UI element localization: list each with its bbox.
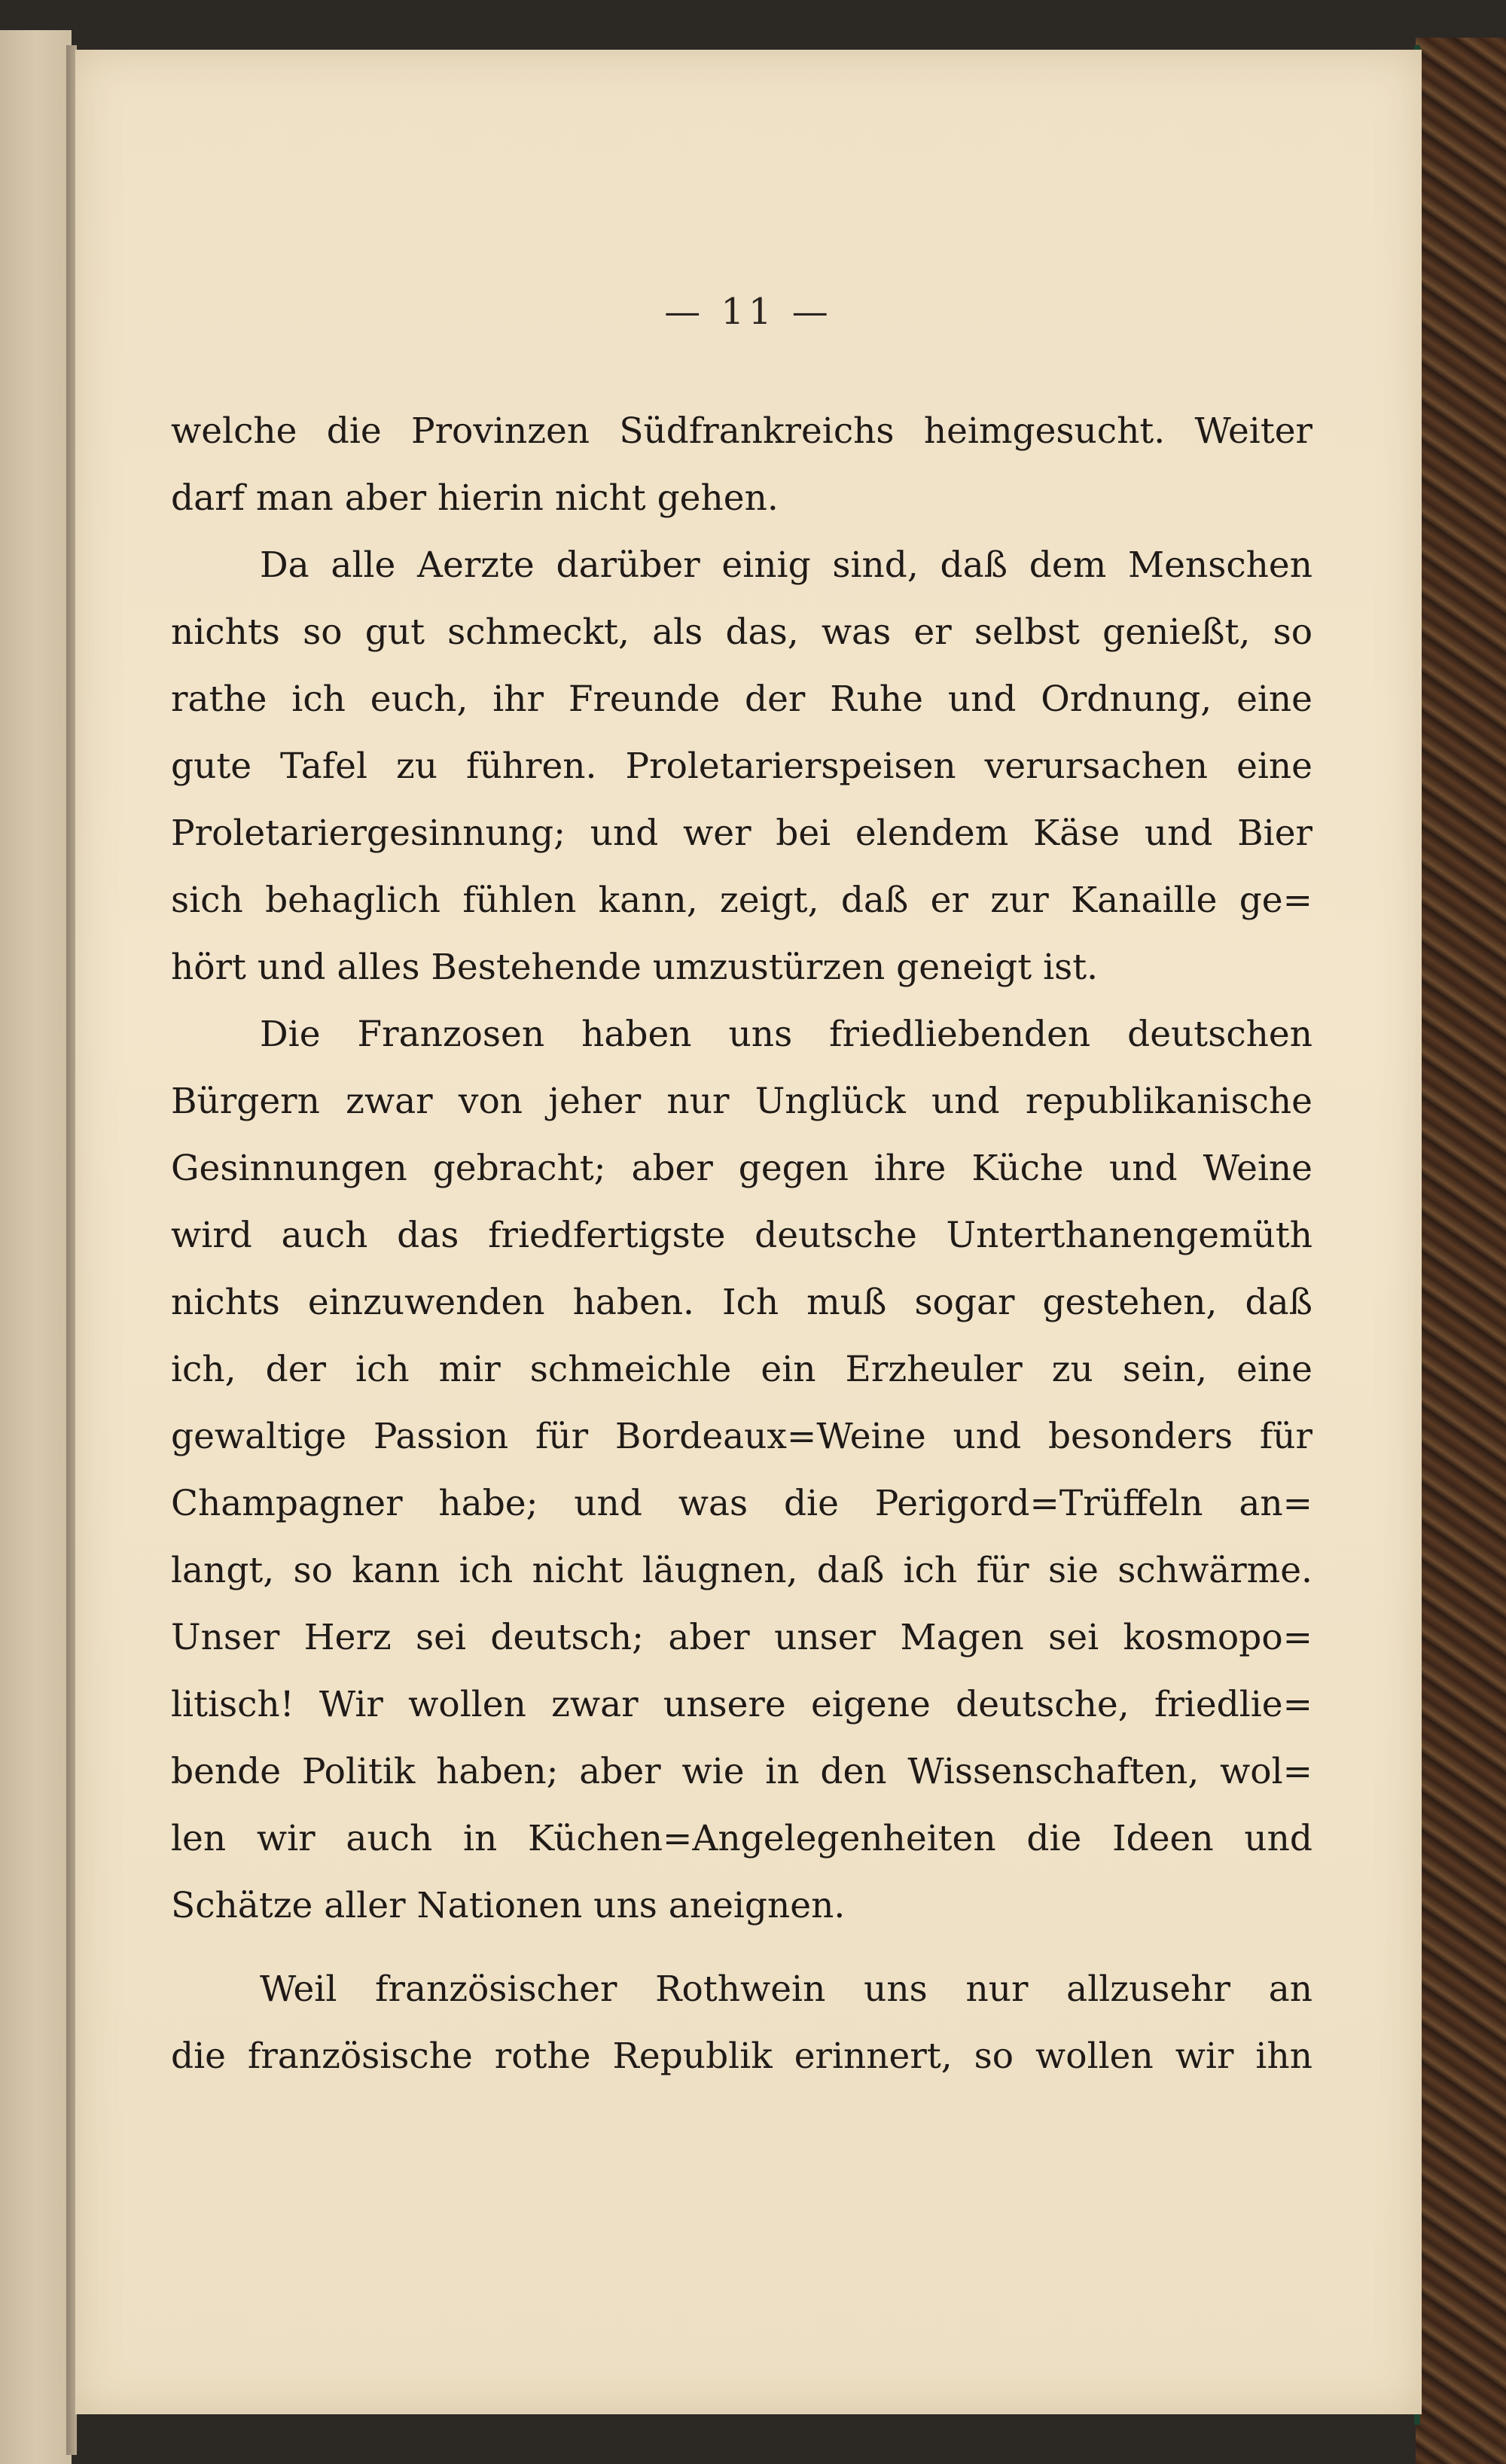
text-line: Bürgern zwar von jeher nur Unglück und republikanische (171, 1081, 1312, 1122)
text-line: gute Tafel zu führen. Proletarierspeisen verursachen eine (171, 746, 1312, 787)
text-line: Proletariergesinnung; und wer bei elendem Käse und Bier (171, 813, 1312, 854)
text-line: rathe ich euch, ihr Freunde der Ruhe und Ordnung, eine (171, 679, 1312, 720)
text-line: Unser Herz sei deutsch; aber unser Magen sei kosmopo= (171, 1617, 1312, 1658)
text-line: Schätze aller Nationen uns aneignen. (171, 1885, 846, 1926)
text-line: len wir auch in Küchen=Angelegenheiten die Ideen und (171, 1818, 1312, 1859)
previous-leaf-edge (0, 30, 72, 2464)
text-line: litisch! Wir wollen zwar unsere eigene deutsche, friedlie= (171, 1684, 1312, 1725)
text-line: nichts einzuwenden haben. Ich muß sogar gestehen, daß (171, 1282, 1312, 1323)
text-line: Champagner habe; und was die Perigord=Trüffeln an= (171, 1483, 1312, 1524)
text-line: gewaltige Passion für Bordeaux=Weine und besonders für (171, 1416, 1312, 1457)
text-line: hört und alles Bestehende umzustürzen geneigt ist. (171, 947, 1099, 988)
text-line: welche die Provinzen Südfrankreichs heimgesucht. Weiter (171, 410, 1312, 452)
text-line: langt, so kann ich nicht läugnen, daß ich für sie schwärme. (171, 1550, 1312, 1591)
text-line: nichts so gut schmeckt, als das, was er selbst genießt, so (171, 611, 1312, 653)
text-line: wird auch das friedfertigste deutsche Unterthanengemüth (171, 1215, 1312, 1256)
text-line: ich, der ich mir schmeichle ein Erzheuler zu sein, eine (171, 1349, 1312, 1390)
body-text (171, 398, 1312, 2090)
text-line: die französische rothe Republik erinnert, so wollen wir ihn (171, 2036, 1312, 2077)
text-line: Die Franzosen haben uns friedliebenden deutschen (260, 1014, 1312, 1055)
text-line: Da alle Aerzte darüber einig sind, daß dem Menschen (260, 544, 1312, 586)
text-line: Gesinnungen gebracht; aber gegen ihre Küche und Weine (171, 1148, 1312, 1189)
text-line: sich behaglich fühlen kann, zeigt, daß er zur Kanaille ge= (171, 880, 1312, 921)
text-line: bende Politik haben; aber wie in den Wissenschaften, wol= (171, 1751, 1312, 1792)
book-page (75, 50, 1422, 2414)
marbled-cover-board (1416, 38, 1506, 2464)
text-line: Weil französischer Rothwein uns nur allzusehr an (260, 1968, 1312, 2010)
page-number: — 11 — (664, 291, 833, 333)
paragraph-gap (171, 1939, 1312, 1956)
text-line: darf man aber hierin nicht gehen. (171, 477, 779, 519)
